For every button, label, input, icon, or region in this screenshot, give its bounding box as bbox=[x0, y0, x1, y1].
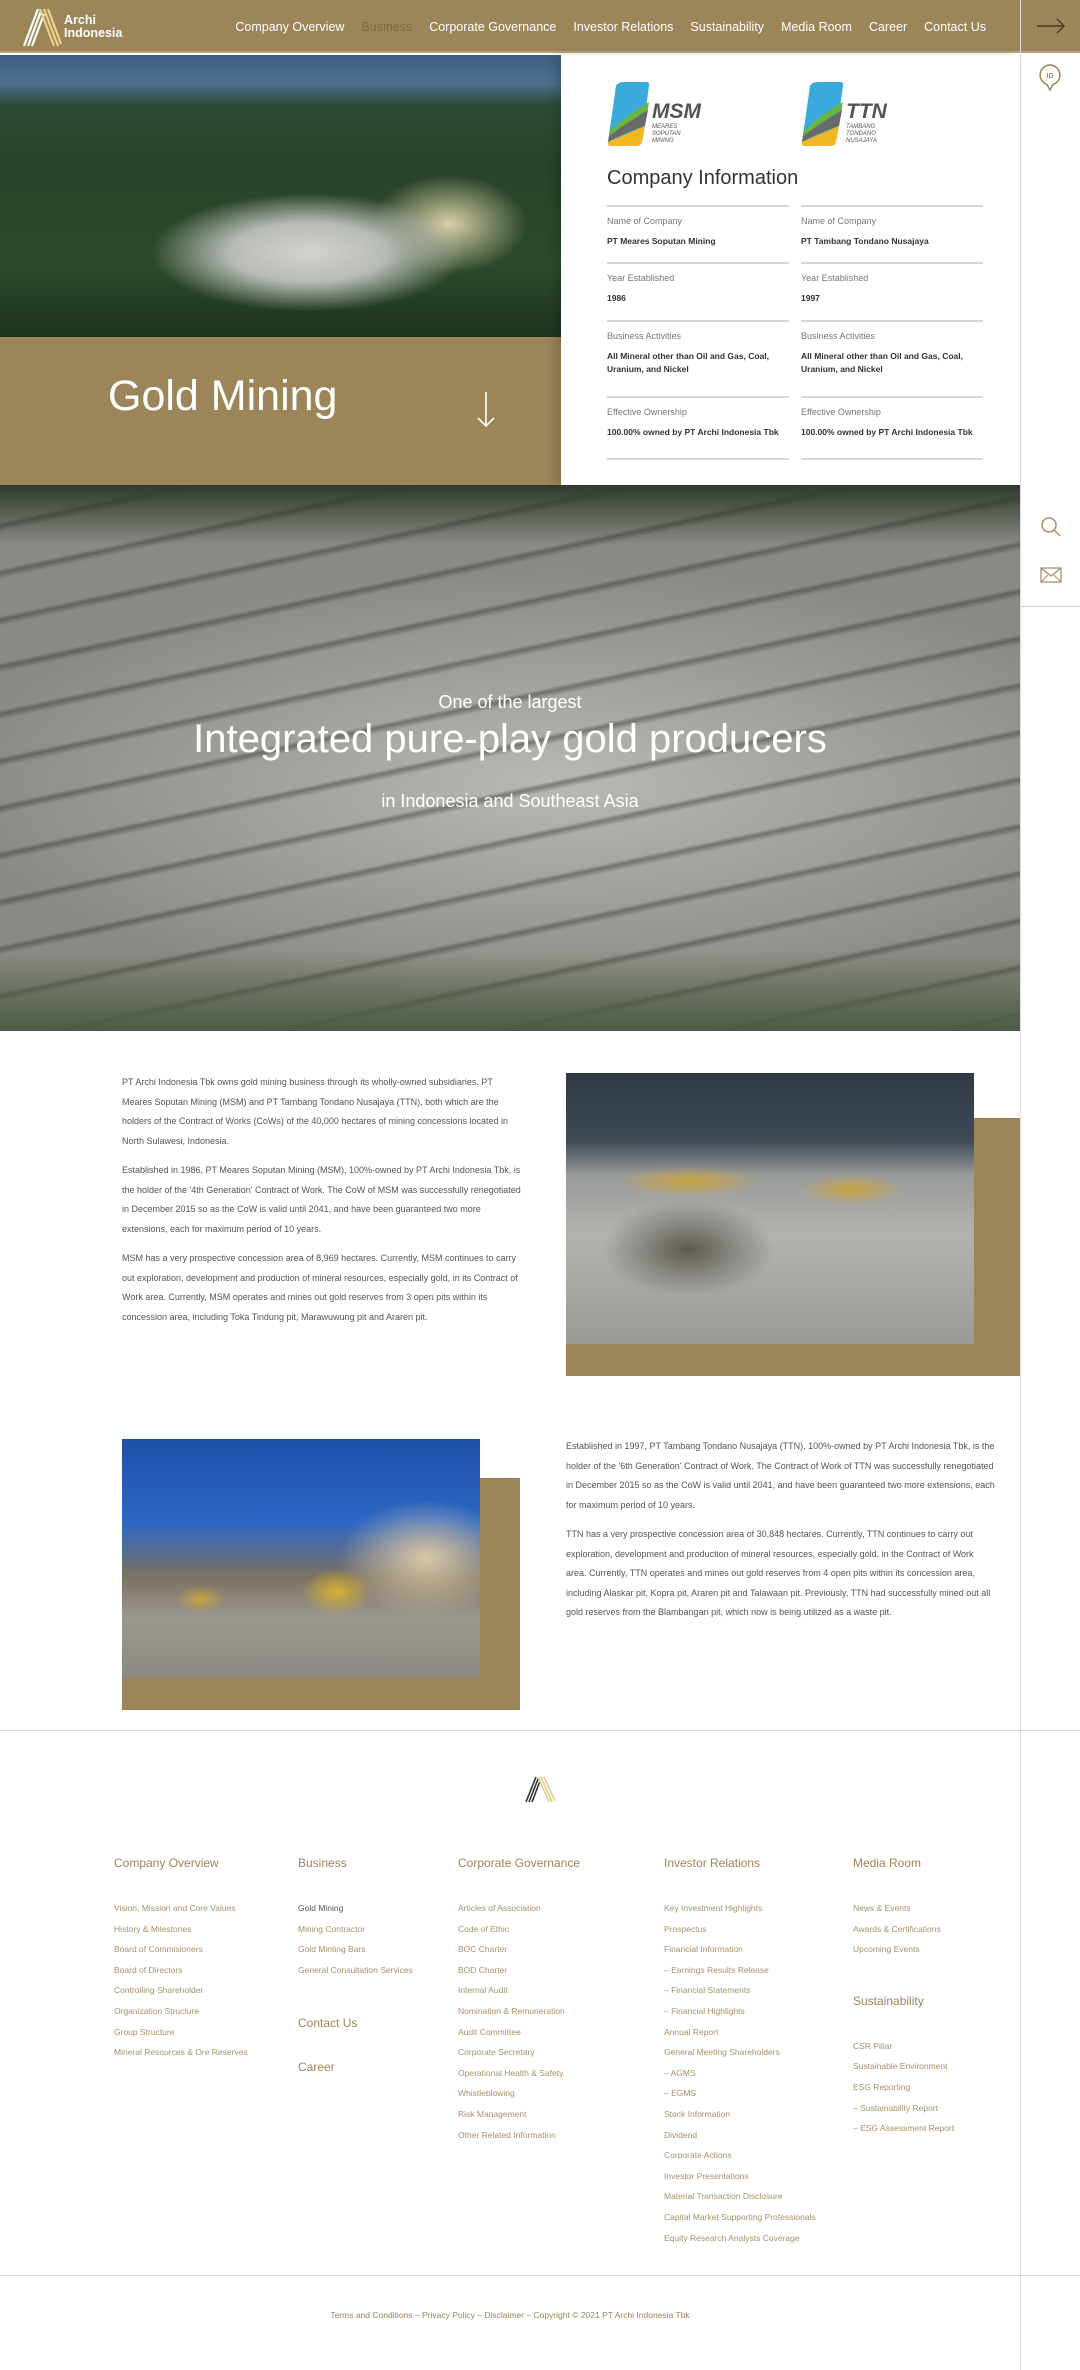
company-information-card bbox=[561, 55, 1020, 485]
mail-button[interactable] bbox=[1039, 565, 1063, 585]
footer-top-divider bbox=[0, 1730, 1080, 1731]
paragraph: TTN has a very prospective concession area of 30,848 hectares. Currently, TTN continues to carry out exploration, development and production of mineral resources, especially gold, in the Contract of Work area. Currently, TTN operates and mines out gold reserves from 4 open pits within its concession area, including Alaskar pit, Kopra pit, Araren pit and Talawaan pit. Previously, TTN had successfully mined out all gold reserves from the Blambangan pit, which now is being utilized as a waste pit. bbox=[566, 1529, 991, 1617]
msm-logo-line: MINING bbox=[652, 138, 674, 144]
footer-link[interactable]: Board of Commisioners bbox=[114, 1944, 203, 1955]
archi-logo-icon bbox=[20, 6, 62, 48]
footer-link[interactable]: Dividend bbox=[664, 2129, 698, 2140]
field-label: Effective Ownership bbox=[801, 407, 881, 417]
business-activities-field bbox=[801, 320, 983, 396]
scroll-down-button[interactable] bbox=[474, 390, 498, 430]
nav-corporate-governance[interactable]: Corporate Governance bbox=[429, 19, 557, 34]
separator: – bbox=[524, 2310, 534, 2320]
footer-link[interactable]: – Financial Highlights bbox=[664, 2005, 745, 2016]
footer-link[interactable]: – AGMS bbox=[664, 2067, 696, 2078]
msm-description bbox=[122, 1073, 522, 1337]
footer-link[interactable]: Audit Committee bbox=[458, 2026, 521, 2037]
arrow-down-icon bbox=[474, 390, 498, 430]
mail-icon bbox=[1039, 565, 1063, 585]
field-value: 100.00% owned by PT Archi Indonesia Tbk bbox=[607, 427, 779, 437]
disclaimer-link[interactable]: Disclaimer bbox=[484, 2310, 525, 2320]
footer-link[interactable]: Key Investment Highlights bbox=[664, 1903, 763, 1913]
field-label: Year Established bbox=[801, 273, 869, 283]
footer-link[interactable]: – Financial Statements bbox=[664, 1985, 751, 1996]
footer-logo-icon[interactable] bbox=[523, 1775, 557, 1803]
search-button[interactable] bbox=[1039, 515, 1063, 539]
footer-link[interactable]: BOC Charter bbox=[458, 1944, 508, 1955]
footer-link[interactable]: Sustainable Environment bbox=[853, 2061, 948, 2072]
footer-link[interactable]: Nomination & Remuneration bbox=[458, 2005, 565, 2016]
page-title: Gold Mining bbox=[108, 372, 338, 420]
ttn-info-column bbox=[801, 205, 983, 460]
footer-link[interactable]: Articles of Association bbox=[458, 1903, 541, 1913]
arrow-right-icon bbox=[1036, 18, 1066, 34]
field-label: Business Activities bbox=[607, 331, 682, 341]
logo-line-1: Archi bbox=[64, 13, 96, 27]
ttn-logo bbox=[800, 80, 910, 148]
footer-link[interactable]: Corporate Secretary bbox=[458, 2047, 535, 2058]
footer-link[interactable]: CSR Pillar bbox=[853, 2040, 893, 2051]
footer-link[interactable]: Awards & Certifications bbox=[853, 1923, 941, 1934]
nav-media-room[interactable]: Media Room bbox=[781, 19, 852, 34]
banner-headline: Integrated pure-play gold producers bbox=[193, 717, 827, 761]
open-pit-mine-photo bbox=[0, 55, 561, 337]
footer-heading[interactable]: Sustainability bbox=[853, 1993, 924, 2008]
footer-col-business bbox=[298, 1856, 413, 2102]
footer-link[interactable]: Stock Information bbox=[664, 2108, 731, 2119]
ttn-description bbox=[566, 1437, 996, 1633]
field-label: Effective Ownership bbox=[607, 407, 687, 417]
footer-link[interactable]: Equity Research Analysts Coverage bbox=[664, 2232, 800, 2243]
privacy-link[interactable]: Privacy Policy bbox=[421, 2310, 475, 2320]
field-value: 100.00% owned by PT Archi Indonesia Tbk bbox=[801, 427, 973, 437]
ttn-logo-line: TAMBANG bbox=[846, 124, 876, 130]
footer-link[interactable]: Annual Report bbox=[664, 2026, 719, 2037]
top-navigation-bar bbox=[0, 0, 1020, 53]
footer-heading[interactable]: Company Overview bbox=[114, 1856, 219, 1870]
footer-link[interactable]: Investor Presentations bbox=[664, 2170, 749, 2181]
footer-heading[interactable]: Media Room bbox=[853, 1856, 922, 1870]
paragraph: Established in 1997, PT Tambang Tondano Nusajaya (TTN), 100%-owned by PT Archi Indonesia Tbk, is the holder of the '6th Generation' Contract of Work. The Contract of Work of TTN was successfully renegotiated in December 2015 so as the CoW is valid until 2041, and have been guaranteed two more extensions, each for maximum period of 10 years. bbox=[566, 1441, 995, 1510]
ttn-logo-line: NUSAJAYA bbox=[846, 138, 877, 144]
footer-heading[interactable]: Investor Relations bbox=[664, 1856, 761, 1870]
footer-link[interactable]: Material Transaction Disclosure bbox=[664, 2191, 783, 2202]
footer-col-media-room bbox=[853, 1856, 954, 2139]
ttn-logo-line: TONDANO bbox=[846, 131, 876, 137]
footer-link[interactable]: Gold Minting Bars bbox=[298, 1944, 366, 1955]
msm-logo bbox=[606, 80, 716, 148]
footer-link[interactable]: Board of Directors bbox=[114, 1964, 183, 1975]
search-icon bbox=[1039, 515, 1063, 539]
field-label: Name of Company bbox=[801, 216, 877, 226]
msm-logo-abbr: MSM bbox=[652, 100, 701, 123]
footer-link[interactable]: News & Events bbox=[853, 1903, 911, 1913]
footer-link[interactable]: Upcoming Events bbox=[853, 1944, 920, 1955]
field-value: PT Tambang Tondano Nusajaya bbox=[801, 236, 929, 246]
footer-link[interactable]: – Earnings Results Release bbox=[664, 1964, 769, 1975]
msm-logo-line: SOPUTAN bbox=[652, 131, 681, 137]
footer-link[interactable]: Prospectus bbox=[664, 1923, 707, 1934]
field-label: Name of Company bbox=[607, 216, 683, 226]
footer-link[interactable]: BOD Charter bbox=[458, 1964, 508, 1975]
footer-link[interactable]: ESG Reporting bbox=[853, 2081, 911, 2092]
nav-sustainability[interactable]: Sustainability bbox=[690, 19, 765, 34]
field-value: 1997 bbox=[801, 293, 820, 303]
banner-subline: in Indonesia and Southeast Asia bbox=[381, 791, 639, 811]
footer-bottom-divider bbox=[0, 2275, 1080, 2276]
footer-link[interactable]: Corporate Actions bbox=[664, 2150, 732, 2161]
msm-logo-line: MEARES bbox=[652, 124, 678, 130]
menu-toggle-button[interactable] bbox=[1021, 0, 1080, 53]
nav-contact-us[interactable]: Contact Us bbox=[924, 19, 986, 34]
footer-link[interactable]: Mineral Resources & Ore Reserves bbox=[114, 2047, 248, 2058]
footer-link[interactable]: Whistleblowing bbox=[458, 2088, 515, 2099]
effective-ownership-field bbox=[801, 396, 983, 460]
nav-investor-relations[interactable]: Investor Relations bbox=[573, 19, 674, 34]
logo-line-2: Indonesia bbox=[64, 26, 123, 40]
footer-heading-contact[interactable]: Contact Us bbox=[298, 2016, 358, 2031]
language-label: ID bbox=[1046, 73, 1054, 80]
footer-link[interactable]: Mining Contractor bbox=[298, 1923, 366, 1934]
footer-link[interactable]: – ESG Assessment Report bbox=[853, 2123, 955, 2134]
footer-link[interactable]: Internal Audit bbox=[458, 1985, 508, 1996]
footer-heading[interactable]: Corporate Governance bbox=[458, 1856, 581, 1870]
business-activities-field bbox=[607, 320, 789, 396]
field-value: All Mineral other than Oil and Gas, Coal, Uranium, and Nickel bbox=[801, 351, 963, 374]
msm-info-column bbox=[607, 205, 789, 460]
nav-company-overview[interactable]: Company Overview bbox=[235, 19, 345, 34]
footer-link[interactable]: – Sustainability Report bbox=[853, 2102, 939, 2113]
archi-indonesia-logo[interactable] bbox=[20, 6, 122, 48]
field-value: All Mineral other than Oil and Gas, Coal, Uranium, and Nickel bbox=[607, 351, 769, 374]
main-nav bbox=[235, 0, 986, 53]
banner-kicker: One of the largest bbox=[438, 692, 582, 712]
footer-link[interactable]: Capital Market Supporting Professionals bbox=[664, 2211, 816, 2222]
nav-career[interactable]: Career bbox=[868, 19, 908, 34]
copyright-text: Copyright © 2021 PT Archi Indonesia Tbk bbox=[533, 2310, 690, 2320]
footer-link[interactable]: General Consultation Services bbox=[298, 1964, 413, 1975]
year-established-field bbox=[607, 262, 789, 320]
field-label: Year Established bbox=[607, 273, 675, 283]
paragraph: PT Archi Indonesia Tbk owns gold mining business through its wholly-owned subsidiaries, PT Meares Soputan Mining (MSM) and PT Tambang Tondano Nusajaya (TTN), both which are the holders of the Contract of Works (CoWs) of the 40,000 hectares of mining concessions located in North Sulawesi, Indonesia. bbox=[122, 1077, 509, 1146]
ttn-logo-abbr: TTN bbox=[846, 100, 887, 123]
footer-heading[interactable]: Business bbox=[298, 1856, 347, 1870]
footer-col-company-overview bbox=[114, 1856, 248, 2063]
footer-legal-bar bbox=[0, 2310, 1020, 2320]
footer-link[interactable]: Vision, Mission and Core Values bbox=[114, 1903, 236, 1913]
subsidiary-logos bbox=[606, 80, 1006, 150]
language-switch-button[interactable] bbox=[1038, 63, 1062, 93]
nav-business[interactable]: Business bbox=[361, 19, 413, 34]
paragraph: MSM has a very prospective concession area of 8,969 hectares. Currently, MSM continues to carry out exploration, development and production of mineral resources, especially gold, in its Contract of Work area. Currently, MSM operates and mines out gold reserves from 3 open pits within its concession area, including Toka Tindung pit, Marawuwung pit and Araren pit. bbox=[122, 1253, 518, 1322]
aerial-mine-banner bbox=[0, 485, 1020, 1031]
separator: – bbox=[412, 2310, 422, 2320]
paragraph: Established in 1986, PT Meares Soputan Mining (MSM), 100%-owned by PT Archi Indonesia Tbk, is the holder of the '4th Generation' Contract of Work. The CoW of MSM was successfully renegotiated in December 2015 so as the CoW is valid until 2041, and have been guaranteed two more extensions, each for maximum period of 10 years. bbox=[122, 1165, 521, 1234]
right-side-rail bbox=[1020, 0, 1080, 2370]
field-value: PT Meares Soputan Mining bbox=[607, 236, 716, 246]
company-name-field bbox=[801, 205, 983, 262]
footer-link[interactable]: Other Related Information bbox=[458, 2129, 556, 2140]
separator: – bbox=[474, 2310, 485, 2320]
footer-col-investor-relations bbox=[664, 1856, 816, 2248]
field-label: Business Activities bbox=[801, 331, 876, 341]
year-established-field bbox=[801, 262, 983, 320]
haul-trucks-photo bbox=[566, 1073, 974, 1344]
footer-heading-career[interactable]: Career bbox=[298, 2060, 335, 2075]
footer-link[interactable]: Code of Ethic bbox=[458, 1923, 510, 1934]
footer-link[interactable]: General Meeting Shareholders bbox=[664, 2047, 780, 2058]
effective-ownership-field bbox=[607, 396, 789, 460]
company-information-title: Company Information bbox=[607, 167, 799, 189]
footer-link[interactable]: Group Structure bbox=[114, 2026, 175, 2037]
footer-link[interactable]: Organization Structure bbox=[114, 2005, 200, 2016]
language-pin-icon bbox=[1038, 63, 1062, 93]
footer-link[interactable]: Controlling Shareholder bbox=[114, 1985, 204, 1996]
footer-col-corporate-governance bbox=[458, 1856, 580, 2145]
footer-link[interactable]: – EGMS bbox=[664, 2088, 697, 2099]
field-value: 1986 bbox=[607, 293, 626, 303]
terms-link[interactable]: Terms and Conditions bbox=[330, 2310, 413, 2320]
rail-divider bbox=[1021, 606, 1080, 607]
footer-link[interactable]: Financial Information bbox=[664, 1944, 743, 1955]
company-name-field bbox=[607, 205, 789, 262]
footer-link[interactable]: Risk Management bbox=[458, 2108, 527, 2119]
footer-link[interactable]: Operational Health & Safety bbox=[458, 2067, 564, 2078]
dump-truck-photo bbox=[122, 1439, 480, 1678]
footer-link-current[interactable]: Gold Mining bbox=[298, 1903, 344, 1913]
footer-link[interactable]: History & Milestones bbox=[114, 1923, 192, 1934]
